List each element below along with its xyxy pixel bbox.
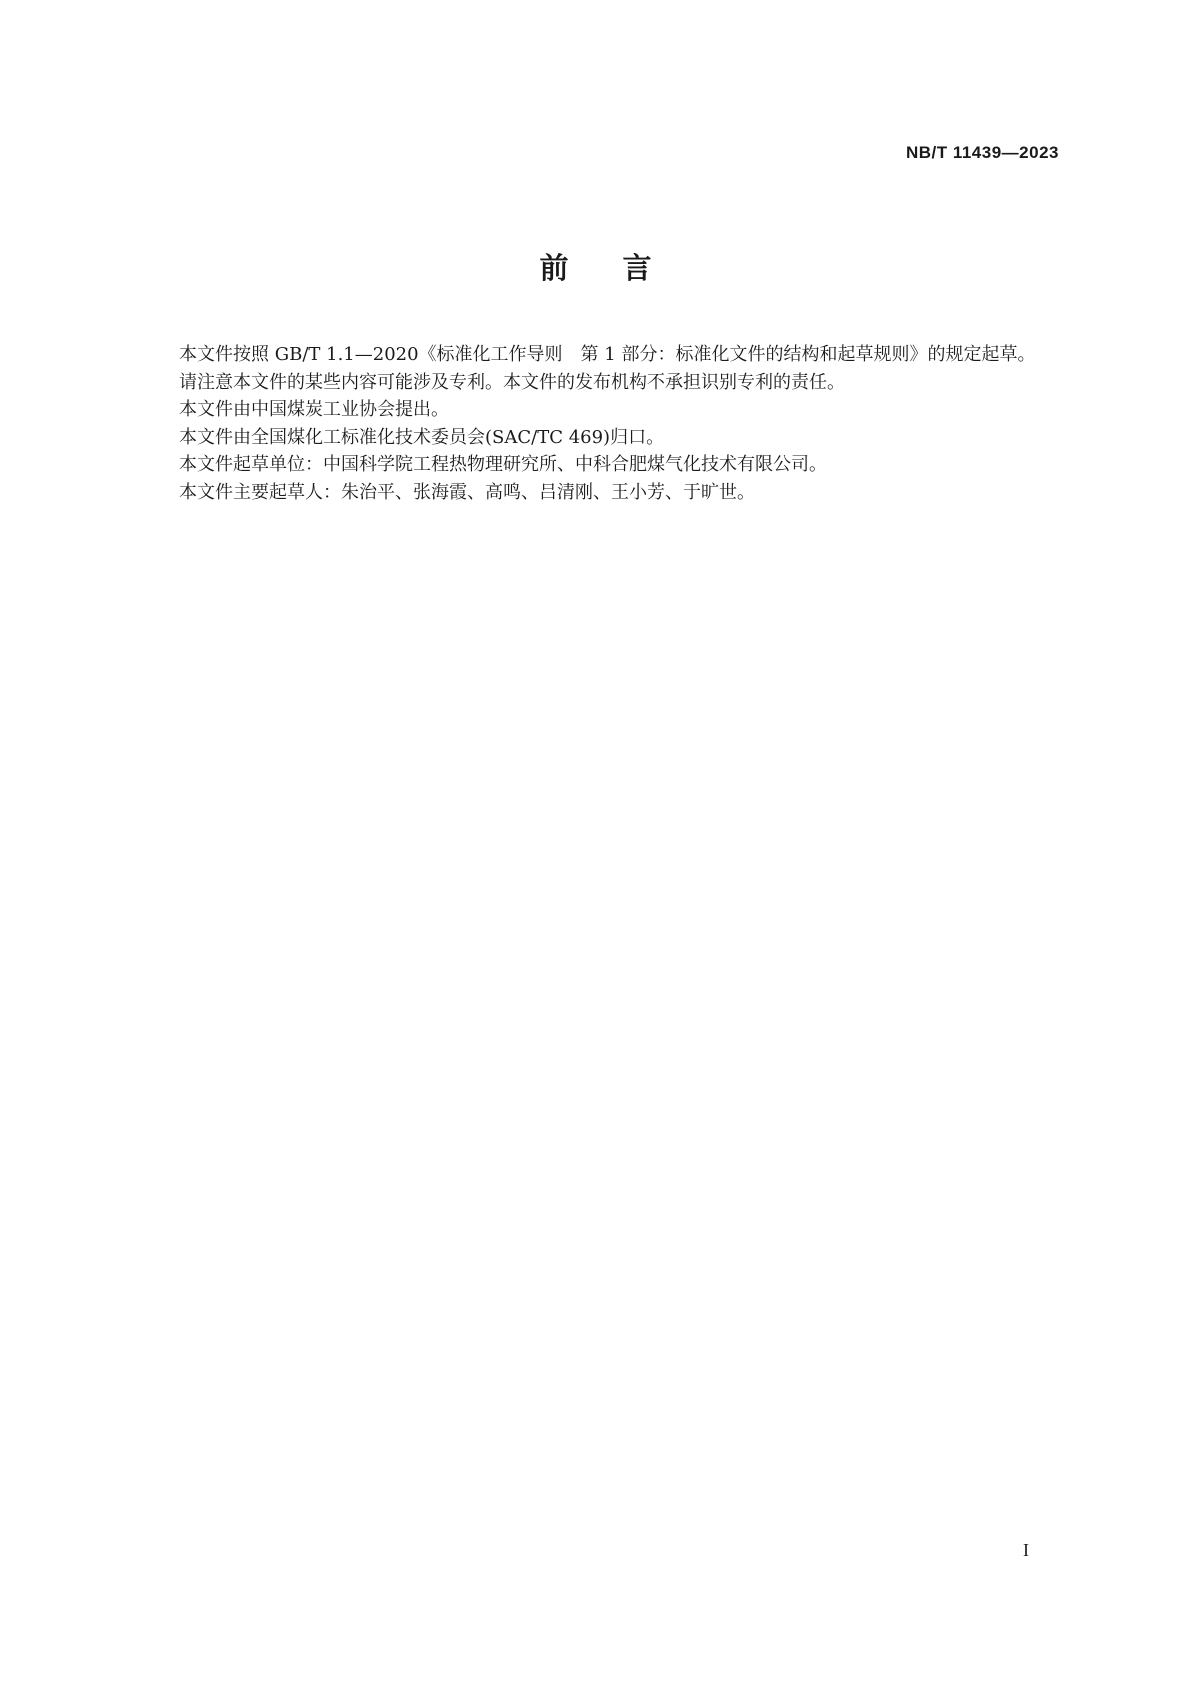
page-title: 前言 (539, 251, 706, 285)
paragraph-patent-notice: 请注意本文件的某些内容可能涉及专利。本文件的发布机构不承担识别专利的责任。 (179, 371, 845, 393)
paragraph-drafting-rules: 本文件按照 GB/T 1.1—2020《标准化工作导则 第 1 部分：标准化文件的结构和起草规则》的规定起草。 (179, 344, 1036, 365)
paragraph-committee: 本文件由全国煤化工标准化技术委员会(SAC/TC 469)归口。 (179, 426, 665, 448)
paragraph-drafters: 本文件主要起草人：朱治平、张海霞、高鸣、吕清刚、王小芳、于旷世。 (179, 481, 755, 503)
paragraph-proposer: 本文件由中国煤炭工业协会提出。 (179, 399, 449, 420)
standard-number: NB/T 11439—2023 (905, 143, 1059, 162)
foreword-body (143, 341, 1061, 506)
page-number: I (1023, 1540, 1029, 1560)
paragraph-drafting-units: 本文件起草单位：中国科学院工程热物理研究所、中科合肥煤气化技术有限公司。 (179, 454, 827, 475)
